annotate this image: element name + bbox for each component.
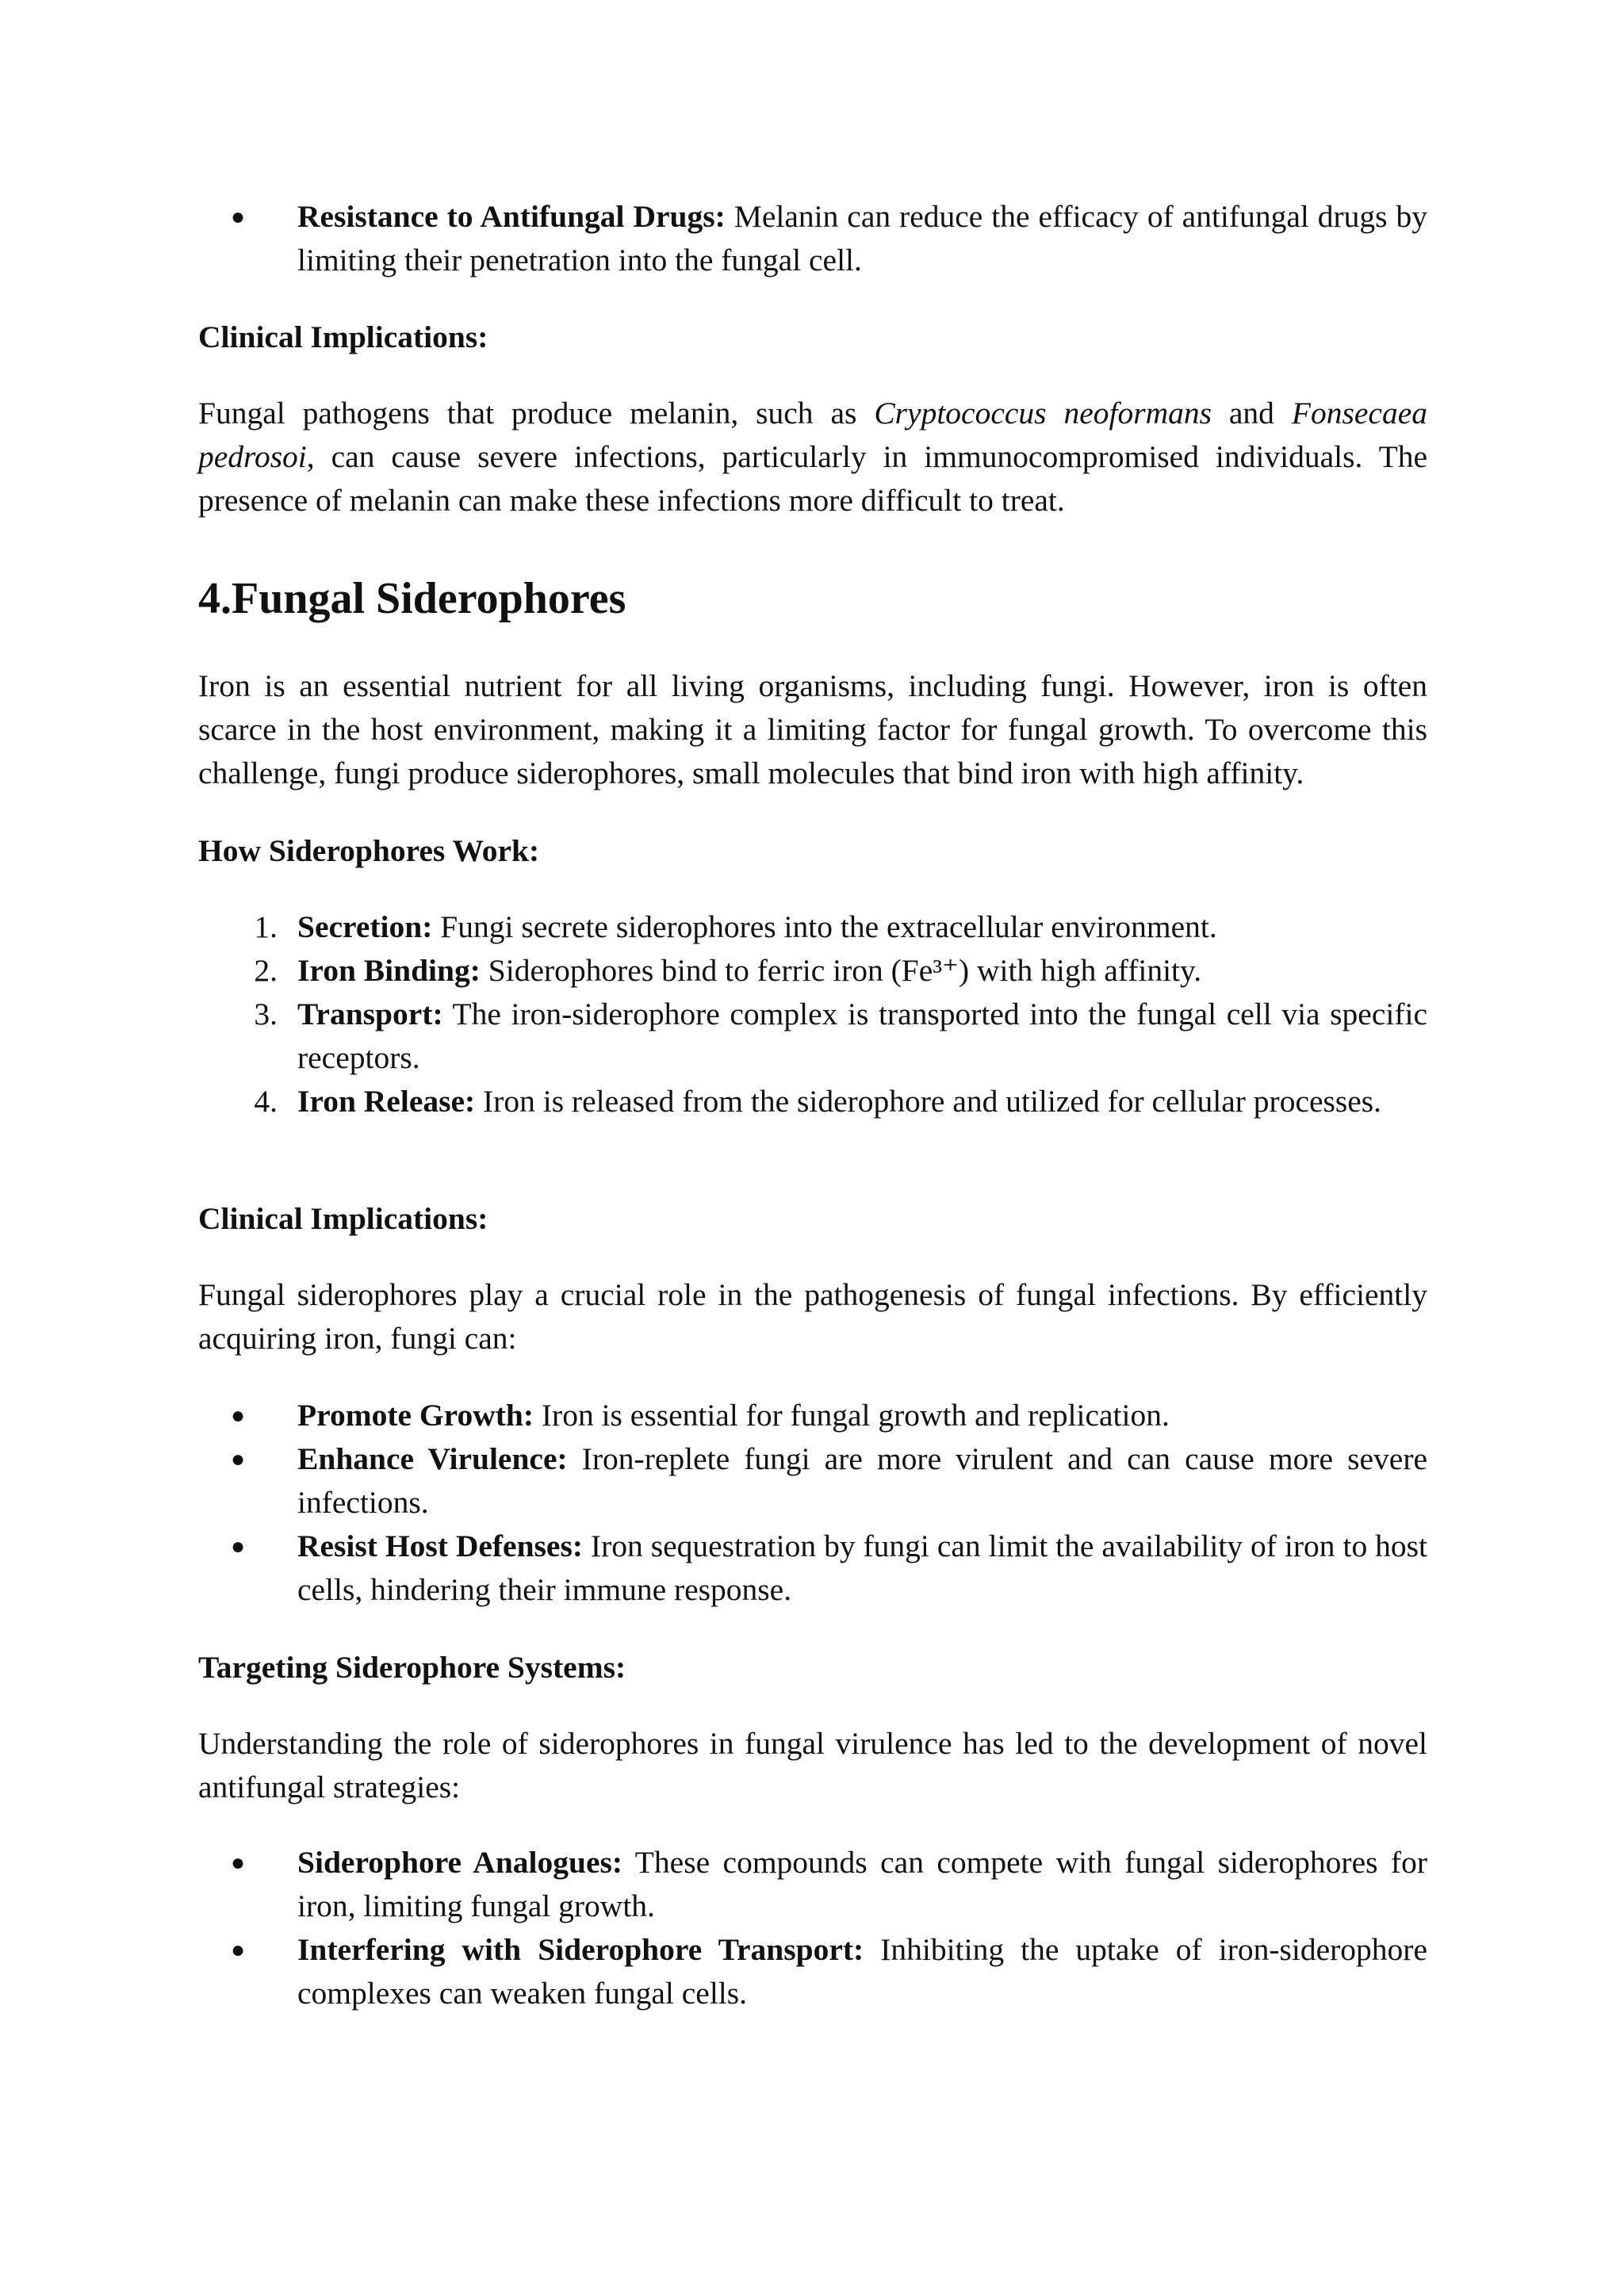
item-term: Resist Host Defenses:	[297, 1529, 583, 1563]
item-term: Enhance Virulence:	[297, 1441, 568, 1476]
species-name: Fonsecaea pedrosoi	[198, 396, 1427, 474]
section-heading: Clinical Implications:	[198, 320, 488, 354]
item-term: Siderophore Analogues:	[297, 1845, 623, 1880]
item-text: Inhibiting the uptake of iron-siderophore complexes can weaken fungal cells.	[297, 1932, 1427, 2011]
paragraph: Understanding the role of siderophores in fungal virulence has led to the development of novel antifungal strategies:	[198, 1726, 1427, 1804]
item-term: Transport:	[297, 997, 443, 1031]
list-item	[198, 1841, 1427, 1928]
list-item	[198, 1437, 1427, 1525]
item-text: Iron sequestration by fungi can limit the availability of iron to host cells, hindering their immune response.	[297, 1529, 1427, 1607]
list-item	[198, 1394, 1427, 1437]
paragraph: Fungal siderophores play a crucial role in the pathogenesis of fungal infections. By efficiently acquiring iron, fungi can:	[198, 1277, 1427, 1356]
list-number: 3.	[254, 997, 278, 1031]
list-item	[198, 905, 1427, 949]
item-term: Resistance to Antifungal Drugs:	[297, 199, 726, 234]
bullet-marker: ●	[230, 1402, 246, 1429]
benefits-list	[198, 1394, 1427, 1612]
list-number: 4.	[254, 1084, 278, 1119]
item-text: These compounds can compete with fungal siderophores for iron, limiting fungal growth.	[297, 1845, 1427, 1923]
item-text: The iron-siderophore complex is transported into the fungal cell via specific receptors.	[297, 997, 1427, 1075]
bullet-marker: ●	[230, 204, 246, 230]
melanin-bullet-list	[198, 195, 1427, 282]
item-text: Iron is released from the siderophore and utilized for cellular processes.	[475, 1084, 1382, 1119]
strategies-list	[198, 1841, 1427, 2015]
section-heading: Targeting Siderophore Systems:	[198, 1650, 626, 1685]
item-text: Fungi secrete siderophores into the extracellular environment.	[432, 909, 1217, 944]
section-title: 4.Fungal Siderophores	[198, 574, 626, 623]
paragraph: Iron is an essential nutrient for all living organisms, including fungi. However, iron is often scarce in the host environment, making it a limiting factor for fungal growth. To overcome this challenge, fungi produce siderophores, small molecules that bind iron with high affinity.	[198, 668, 1427, 790]
list-item	[198, 993, 1427, 1080]
text-run: and	[1211, 396, 1292, 430]
bullet-marker: ●	[230, 1937, 246, 1963]
section-heading: How Siderophores Work:	[198, 833, 540, 868]
item-term: Iron Binding:	[297, 953, 481, 988]
steps-list	[198, 905, 1427, 1123]
species-name: Cryptococcus neoformans	[874, 396, 1212, 430]
item-text: Iron is essential for fungal growth and replication.	[534, 1398, 1170, 1433]
text-run: Fungal pathogens that produce melanin, such as	[198, 396, 875, 430]
item-text: Melanin can reduce the efficacy of antifungal drugs by limiting their penetration into the fungal cell.	[297, 199, 1427, 277]
bullet-marker: ●	[230, 1446, 246, 1472]
text-run: , can cause severe infections, particularly in immunocompromised individuals. The presence of melanin can make these infections more difficult to treat.	[198, 439, 1427, 518]
list-item	[198, 949, 1427, 993]
list-item	[198, 1525, 1427, 1612]
item-term: Iron Release:	[297, 1084, 476, 1119]
bullet-marker: ●	[230, 1533, 246, 1559]
list-number: 1.	[254, 909, 278, 944]
list-number: 2.	[254, 953, 278, 988]
item-term: Promote Growth:	[297, 1398, 534, 1433]
section-heading: Clinical Implications:	[198, 1201, 488, 1236]
item-term: Interfering with Siderophore Transport:	[297, 1932, 864, 1967]
item-text: Siderophores bind to ferric iron (Fe³⁺) with high affinity.	[480, 953, 1202, 988]
item-text: Iron-replete fungi are more virulent and can cause more severe infections.	[297, 1441, 1428, 1520]
item-term: Secretion:	[297, 909, 433, 944]
list-item	[198, 195, 1427, 282]
list-item	[198, 1080, 1427, 1123]
bullet-marker: ●	[230, 1850, 246, 1876]
paragraph	[198, 392, 1427, 522]
list-item	[198, 1928, 1427, 2015]
